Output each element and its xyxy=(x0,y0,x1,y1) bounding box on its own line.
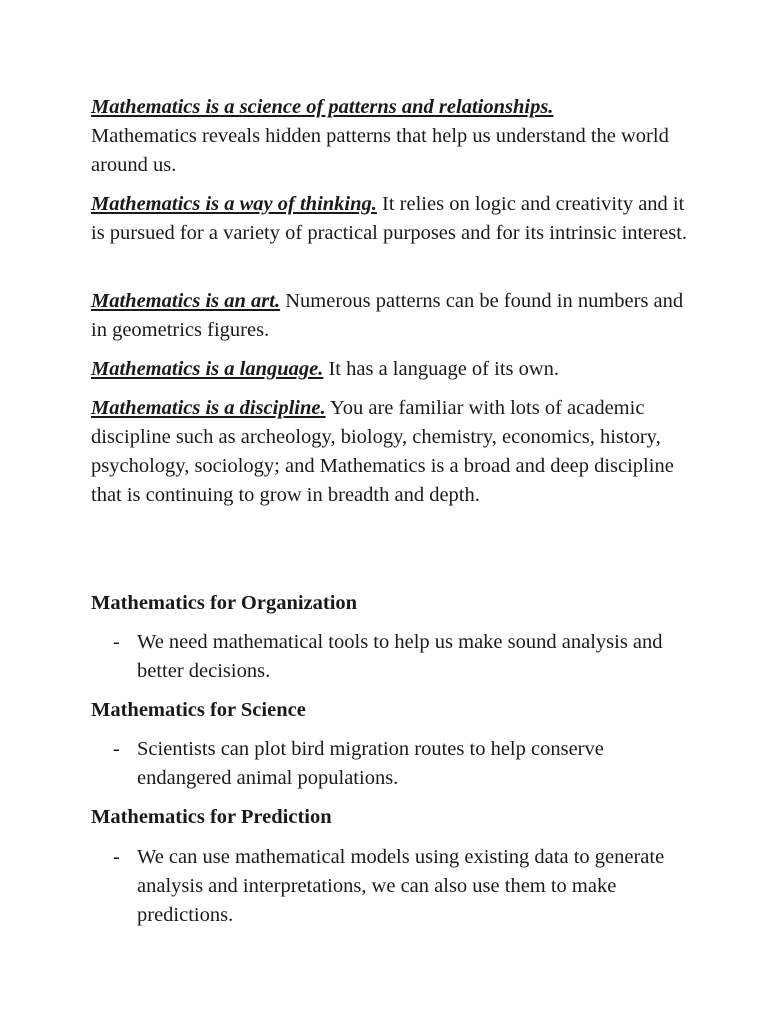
definition-text: Numerous patterns can be found in numbers and in geometrics figures. xyxy=(91,290,684,341)
section-heading-organization: Mathematics for Organization xyxy=(91,592,358,614)
definition-discipline xyxy=(91,394,691,510)
definition-term: Mathematics is a discipline. xyxy=(91,397,326,419)
definition-term: Mathematics is an art. xyxy=(91,290,281,312)
definition-science xyxy=(91,93,691,180)
definition-text: Mathematics reveals hidden patterns that help us understand the world around us. xyxy=(91,125,669,176)
definition-term: Mathematics is a science of patterns and relationships. xyxy=(91,96,554,118)
definition-text: You are familiar with lots of academic discipline such as archeology, biology, chemistry, economics, history, psychology, sociology; and Mathematics is a broad and deep discipline that is continuing to grow in breadth and depth. xyxy=(91,397,674,506)
section-heading-prediction: Mathematics for Prediction xyxy=(91,806,332,828)
definition-thinking xyxy=(91,190,691,248)
list-item xyxy=(113,843,693,930)
definition-text: It has a language of its own. xyxy=(323,358,560,380)
definition-language xyxy=(91,355,691,384)
definition-term: Mathematics is a language. xyxy=(91,358,324,380)
list-item xyxy=(113,628,693,686)
definition-text: It relies on logic and creativity and it is pursued for a variety of practical purposes and for its intrinsic interest. xyxy=(91,193,688,244)
bullet-marker: - xyxy=(113,631,120,653)
definition-art xyxy=(91,287,691,345)
bullet-marker: - xyxy=(113,738,120,760)
definition-term: Mathematics is a way of thinking. xyxy=(91,193,377,215)
bullet-marker: - xyxy=(113,846,120,868)
bullet-text: Scientists can plot bird migration routes to help conserve endangered animal populations. xyxy=(137,738,604,789)
list-item xyxy=(113,735,693,793)
section-heading-science: Mathematics for Science xyxy=(91,699,306,721)
bullet-text: We can use mathematical models using existing data to generate analysis and interpretations, we can also use them to make predictions. xyxy=(137,846,665,926)
bullet-text: We need mathematical tools to help us make sound analysis and better decisions. xyxy=(137,631,663,682)
